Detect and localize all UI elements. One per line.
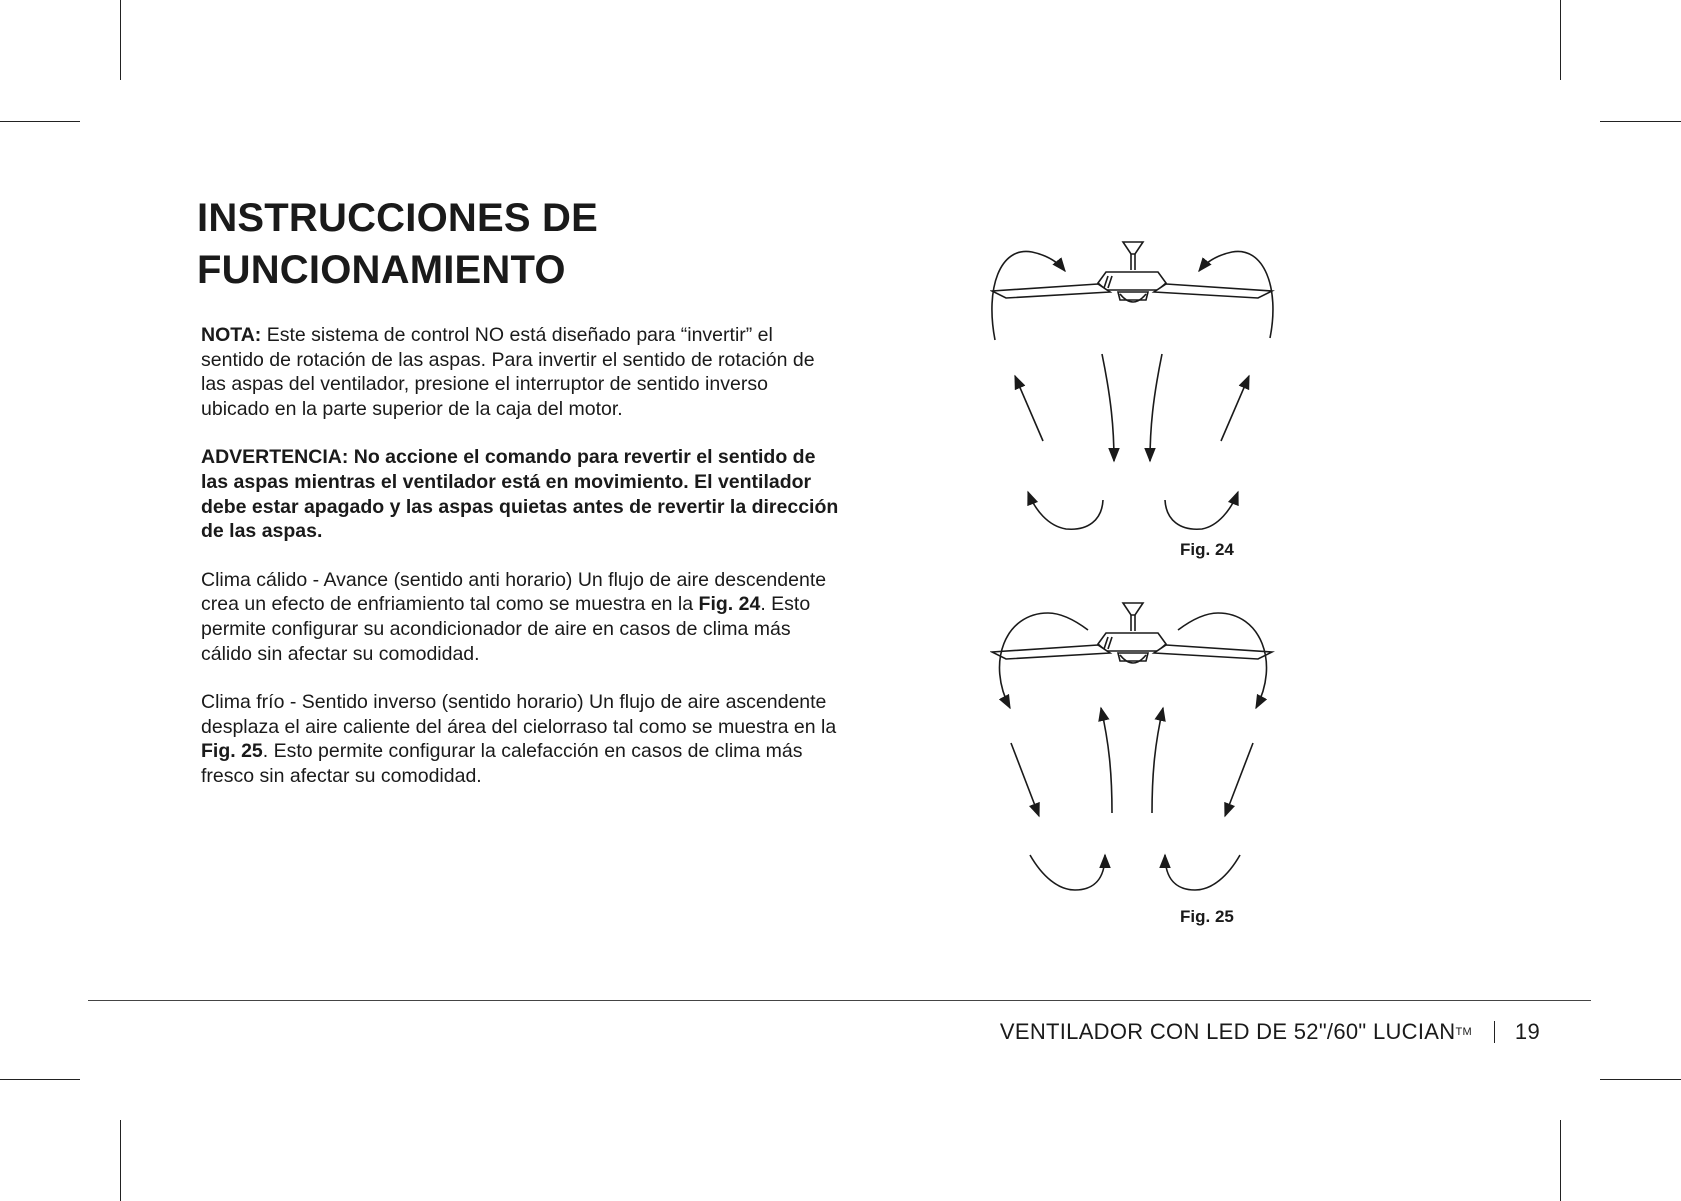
fig25-reference: Fig. 25 [201, 740, 263, 763]
warning-paragraph [201, 445, 841, 543]
cold-weather-paragraph [201, 690, 841, 788]
crop-mark [120, 0, 121, 80]
figure-25 [990, 593, 1430, 933]
note-paragraph [201, 323, 841, 421]
footer-divider [88, 1000, 1591, 1001]
crop-mark [1560, 1120, 1561, 1201]
cold-text-start: Clima frío - Sentido inverso (sentido horario) Un flujo de aire ascendente desplaza el aire caliente del área del cielorraso tal como se muestra en la [201, 691, 837, 738]
footer-separator [1494, 1021, 1495, 1043]
fig-25-caption: Fig. 25 [1180, 907, 1234, 926]
page-title-line-2: FUNCIONAMIENTO [197, 248, 566, 292]
figure-24 [990, 228, 1430, 568]
product-name: VENTILADOR CON LED DE 52"/60" LUCIAN [999, 1019, 1456, 1044]
warning-text: No accione el comando para revertir el sentido de las aspas mientras el ventilador está en movimiento. El ventilador debe estar apagado y las aspas quietas antes de revertir la dirección de las aspas. [201, 446, 839, 543]
crop-mark [120, 1120, 121, 1201]
warm-weather-paragraph [201, 568, 841, 666]
fan-airflow-up-diagram [990, 593, 1430, 903]
fig24-reference: Fig. 24 [698, 593, 761, 616]
page-footer [1000, 1018, 1540, 1046]
warning-label: ADVERTENCIA: [201, 446, 349, 469]
crop-mark [0, 121, 80, 122]
page-title-line-1: INSTRUCCIONES DE [197, 196, 599, 240]
crop-mark [0, 1079, 80, 1080]
crop-mark [1600, 121, 1681, 122]
crop-mark [1600, 1079, 1681, 1080]
trademark-symbol: TM [1455, 1026, 1472, 1038]
crop-mark [1560, 0, 1561, 80]
page-title [197, 192, 598, 296]
fig-24-caption: Fig. 24 [1180, 540, 1234, 559]
instructions-text [201, 323, 841, 813]
note-label: NOTA: [201, 324, 262, 346]
cold-text-end: . Esto permite configurar la calefacción en casos de clima más fresco sin afectar su comodidad. [201, 740, 803, 787]
fan-airflow-down-diagram [990, 228, 1430, 538]
note-text: Este sistema de control NO está diseñado para “invertir” el sentido de rotación de las aspas. Para invertir el sentido de rotación de las aspas del ventilador, presione el interruptor de sentido inverso ubicado en la parte superior de la caja del motor. [201, 324, 815, 420]
page-number: 19 [1514, 1019, 1540, 1044]
warm-text-start: Clima cálido - Avance (sentido anti horario) Un flujo de aire descendente crea un efecto de enfriamiento tal como se muestra en la [201, 568, 827, 616]
warm-text-end: . Esto permite configurar su acondicionador de aire en casos de clima más cálido sin afectar su comodidad. [201, 593, 811, 665]
